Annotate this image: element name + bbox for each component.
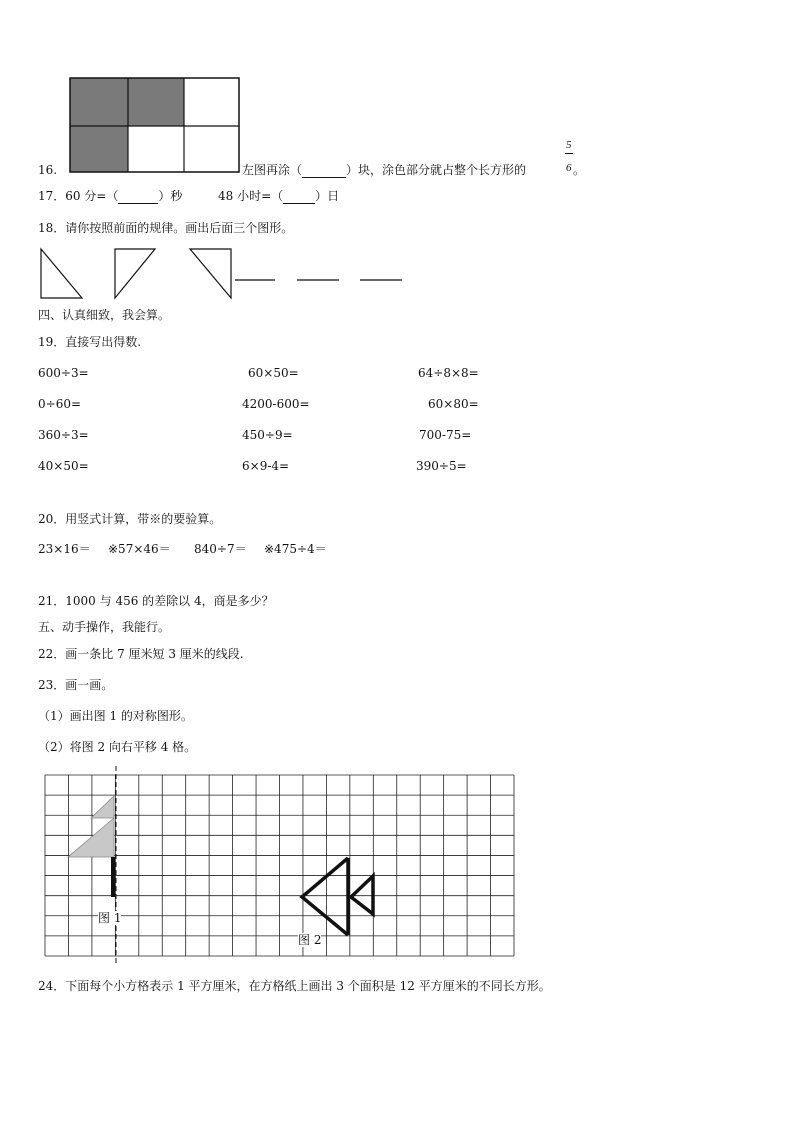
q20-title: 20．用竖式计算，带※的要验算。 [38,512,222,526]
q17-part2 [218,189,339,204]
q20-item: 23×16＝ [38,542,91,556]
q18-text: 18．请你按照前面的规律。画出后面三个图形。 [38,221,294,235]
section4-title: 四、认真细致，我会算。 [38,308,171,322]
q16-question [242,163,526,178]
q17-blank-1[interactable] [118,189,158,204]
q19-item: 0÷60= [38,397,82,411]
q20-item: ※475÷4＝ [264,542,327,556]
q19-item: 450÷9= [242,428,293,442]
q17-blank-2[interactable] [283,189,315,204]
q19-item: 6×9-4= [242,459,290,473]
q17-part1-suffix: ）秒 [158,189,183,203]
triangle-2 [115,249,155,298]
q19-item: 390÷5= [416,459,467,473]
q16-fraction-denominator: 6 [566,162,572,174]
q16-answer-blank[interactable] [302,163,346,178]
q19-item: 360÷3= [38,428,89,442]
fig1-label: 图 1 [98,911,122,925]
triangle-1 [41,249,82,298]
q19-item: 60×80= [428,397,479,411]
q23-figure-2 [302,858,373,935]
shaded-cell [70,126,128,172]
q22-text: 22．画一条比 7 厘米短 3 厘米的线段. [38,647,244,661]
q16-text-before: 左图再涂（ [242,163,303,177]
q19-title: 19．直接写出得数. [38,335,142,349]
fig2-label: 图 2 [298,933,322,947]
q23-sub2: （2）将图 2 向右平移 4 格。 [38,740,197,754]
fig2-big-arrow [302,858,348,935]
q24-text: 24．下面每个小方格表示 1 平方厘米，在方格纸上画出 3 个面积是 12 平方厘米的不同长方形。 [38,979,551,993]
q23-sub1: （1）画出图 1 的对称图形。 [38,709,193,723]
shaded-cell [128,78,184,126]
q17-part2-prefix: 48 小时=（ [218,189,284,203]
section5-title: 五、动手操作，我能行。 [38,620,171,634]
q19-item: 700-75= [419,428,472,442]
q20-item: 840÷7＝ [194,542,247,556]
q16-text-after: ）块，涂色部分就占整个长方形的 [346,163,527,177]
q20-item: ※57×46＝ [108,542,171,556]
q16-fraction-numerator: 5 [566,139,572,151]
q17-part1-prefix: 17．60 分=（ [38,189,119,203]
q19-item: 4200-600= [242,397,310,411]
q17-part2-suffix: ）日 [315,189,340,203]
q19-item: 600÷3= [38,366,89,380]
q16-number: 16. [38,163,58,177]
q19-item: 40×50= [38,459,89,473]
q23-grid [45,775,514,956]
q23-title: 23．画一画。 [38,678,114,692]
q18-pattern-figures [41,249,402,298]
q21-text: 21．1000 与 456 的差除以 4，商是多少？ [38,594,274,608]
q16-fraction-bar [565,153,573,154]
fig2-small-triangle [351,876,373,914]
triangle-3 [190,249,231,298]
q17-part1 [38,189,182,204]
shaded-cell [70,78,128,126]
q19-item: 60×50= [248,366,299,380]
fig1-triangle-bottom [68,818,114,857]
q19-item: 64÷8×8= [418,366,479,380]
fig1-triangle-top [91,796,114,818]
q16-rectangle-figure [70,78,239,172]
q16-period: 。 [573,163,586,177]
